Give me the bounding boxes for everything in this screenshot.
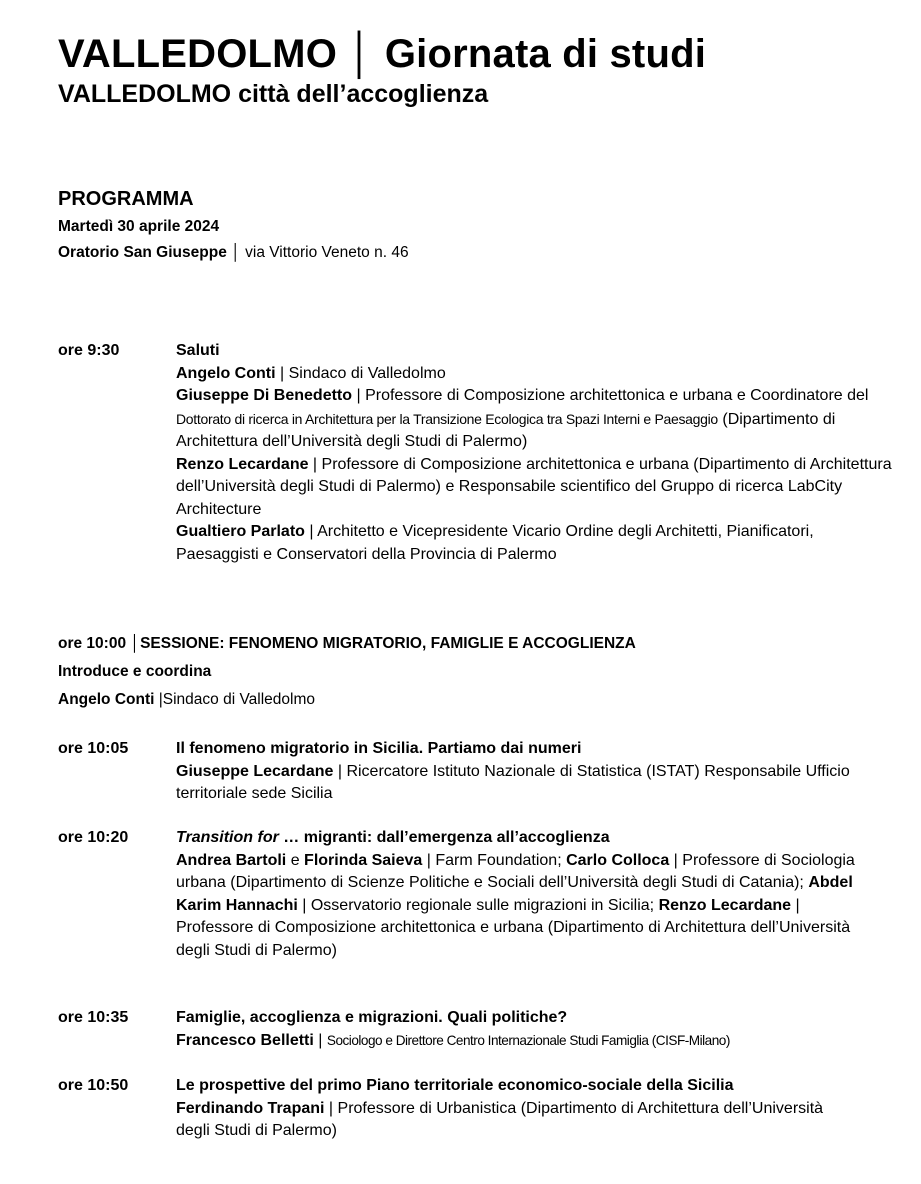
speaker-entry: [176, 761, 898, 806]
speaker-name: Andrea Bartoli: [176, 851, 287, 869]
session-separator: │: [126, 635, 141, 652]
agenda-time: ore 10:05: [58, 740, 129, 757]
speaker-list: [176, 850, 878, 963]
programma-heading: PROGRAMMA: [58, 188, 194, 210]
session-time: ore 10:00: [58, 635, 127, 652]
speaker-name: Ferdinando Trapani: [176, 1099, 325, 1117]
agenda-content: [176, 738, 898, 806]
speaker-entry: [176, 363, 898, 386]
agenda-time: ore 10:20: [58, 829, 129, 846]
talk-title-italic: Transition for: [176, 829, 279, 846]
session-header: [58, 630, 898, 714]
page-subtitle: VALLEDOLMO città dell’accoglienza: [58, 80, 489, 108]
speaker-entry: [176, 454, 898, 522]
session-title: SESSIONE: FENOMENO MIGRATORIO, FAMIGLIE E ACCOGLIENZA: [140, 635, 636, 652]
session-line: [58, 630, 898, 658]
agenda-time: ore 10:50: [58, 1077, 129, 1094]
speaker-role: | Professore di Composizione architettonica e urbana (Dipartimento di Architettura dell’Università degli Studi di Palermo) e Responsabile scientifico del Gruppo di ricerca LabCity Architecture: [176, 455, 892, 518]
speaker-name: Gualtiero Parlato: [176, 523, 305, 540]
agenda-content: [176, 340, 898, 566]
speaker-entry: [176, 1030, 898, 1053]
agenda-content: [176, 1075, 898, 1143]
session-intro: Introduce e coordina: [58, 663, 212, 680]
speaker-entry: [176, 385, 898, 454]
speaker-role: Sociologo e Direttore Centro Internazionale Studi Famiglia (CISF-Milano): [326, 1032, 730, 1048]
talk-title-rest: … migranti: dall’emergenza all’accoglienza: [278, 829, 610, 846]
agenda-time: ore 9:30: [58, 342, 120, 359]
agenda-content: [176, 1007, 898, 1052]
phd-program-name: Dottorato di ricerca in Architettura per la Transizione Ecologica tra Spazi Interni e Paesaggio: [176, 410, 718, 427]
speaker-role: | Professore di Urbanistica (Dipartimento di Architettura dell’Università degli Studi di Palermo): [176, 1099, 824, 1139]
speaker-role: | Professore di Sociologia urbana (Dipartimento di Scienze Politiche e Sociali dell’Università degli Studi di Catania);: [176, 851, 855, 891]
agenda-title: Saluti: [176, 342, 220, 359]
programma-section: [58, 186, 409, 263]
speaker-role: | Sindaco di Valledolmo: [275, 364, 446, 382]
agenda-time: ore 10:35: [58, 1009, 129, 1026]
speaker-role: | Architetto e Vicepresidente Vicario Ordine degli Architetti, Pianificatori, Paesaggisti e Conservatori della Provincia di Palermo: [176, 523, 814, 563]
speaker-role: | Osservatorio regionale sulle migrazioni in Sicilia;: [297, 896, 659, 914]
speaker-name: Giuseppe Di Benedetto: [176, 387, 353, 404]
event-venue: [58, 242, 409, 263]
talk-title: Il fenomeno migratorio in Sicilia. Partiamo dai numeri: [176, 740, 582, 757]
agenda-item-talk-1035: [58, 1007, 898, 1052]
venue-name: Oratorio San Giuseppe: [58, 244, 227, 261]
speaker-name: Carlo Colloca: [566, 851, 670, 869]
speaker-name: Florinda Saieva: [304, 851, 423, 869]
speaker-name: Abdel Karim Hannachi: [176, 874, 853, 914]
speaker-entry: [176, 521, 898, 566]
document-page: [58, 30, 898, 1139]
speaker-name: Giuseppe Lecardane: [176, 762, 334, 780]
talk-title: [176, 827, 878, 850]
speaker-name: Renzo Lecardane: [658, 896, 792, 914]
venue-address: via Vittorio Veneto n. 46: [245, 244, 409, 261]
speaker-role: | Ricercatore Istituto Nazionale di Statistica (ISTAT) Responsabile Ufficio territoriale sede Sicilia: [176, 762, 850, 802]
agenda-item-saluti: [58, 340, 898, 566]
speaker-name: Angelo Conti: [176, 364, 276, 382]
venue-separator: │: [226, 244, 246, 261]
speaker-role: | Farm Foundation;: [422, 851, 567, 869]
agenda-item-talk-1020: [58, 827, 898, 962]
event-date: Martedì 30 aprile 2024: [58, 218, 220, 235]
speaker-entry: [176, 1098, 858, 1143]
speaker-name: Renzo Lecardane: [176, 455, 309, 473]
talk-title: Famiglie, accoglienza e migrazioni. Quali politiche?: [176, 1009, 568, 1026]
agenda-item-talk-1050: [58, 1075, 898, 1143]
coordinator-name: Angelo Conti: [58, 691, 155, 708]
speaker-role: | Professore di Composizione architettonica e urbana (Dipartimento di Architettura dell’Università degli Studi di Palermo): [176, 896, 851, 959]
speaker-name: Francesco Belletti: [176, 1031, 314, 1049]
speaker-separator: |: [313, 1031, 327, 1049]
page-title: VALLEDOLMO │ Giornata di studi: [58, 32, 707, 76]
agenda-item-talk-1005: [58, 738, 898, 806]
speaker-role: | Professore di Composizione architettonica e urbana e Coordinatore del: [352, 387, 869, 404]
speaker-affiliation: (Dipartimento di Architettura dell’Università degli Studi di Palermo): [176, 410, 836, 450]
coordinator-role: |Sindaco di Valledolmo: [154, 691, 315, 708]
speaker-conjunction: e: [286, 851, 305, 869]
session-coordinator: [58, 686, 898, 714]
agenda-content: [176, 827, 898, 962]
talk-title: Le prospettive del primo Piano territoriale economico-sociale della Sicilia: [176, 1077, 734, 1094]
